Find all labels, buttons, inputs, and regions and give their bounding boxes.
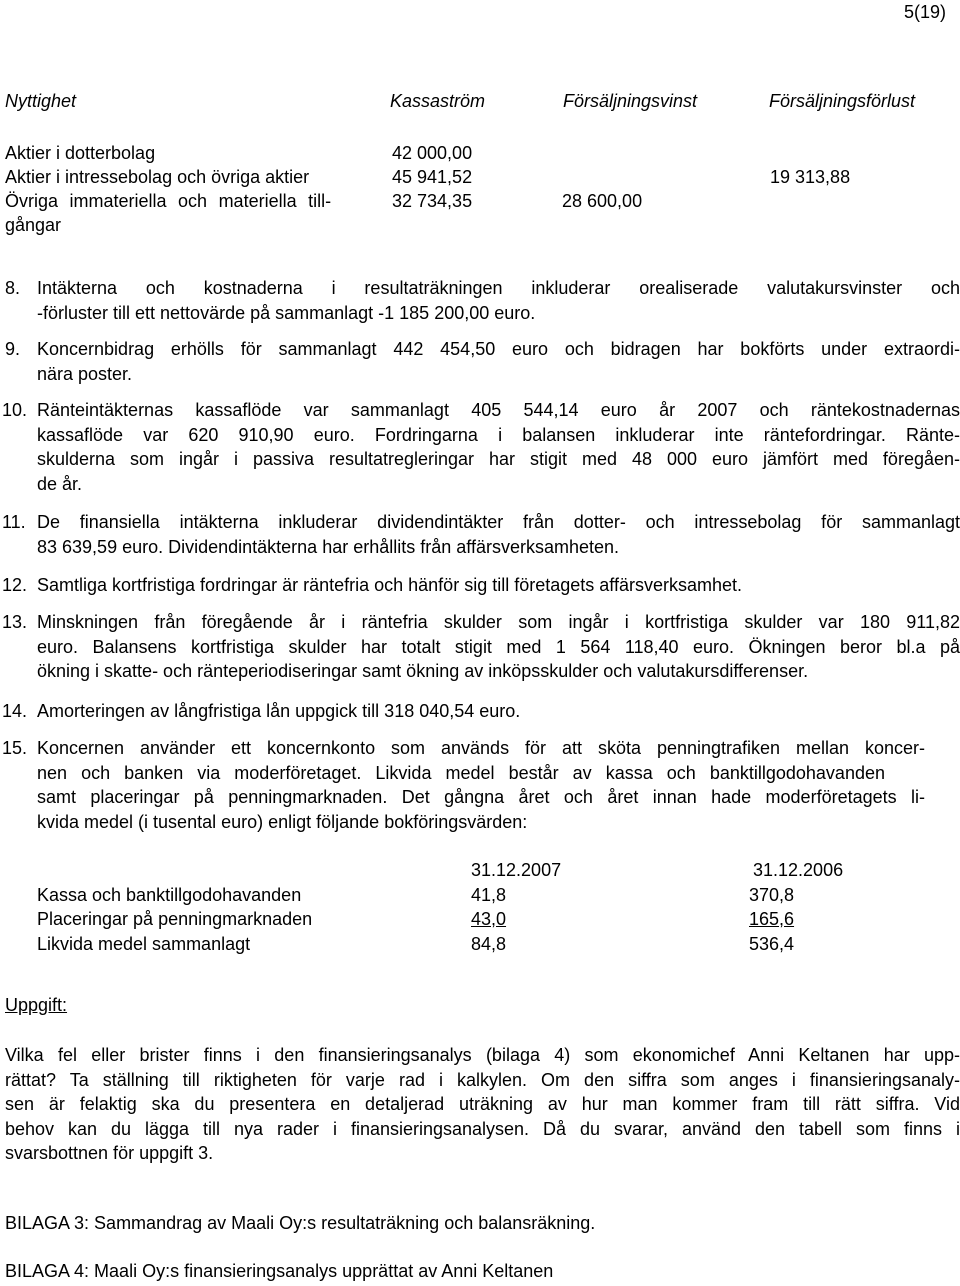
note-line: Amorteringen av långfristiga lån uppgick till 318 040,54 euro.	[37, 701, 521, 721]
table-header-gain: Försäljningsvinst	[563, 91, 698, 111]
cash-value: 45 941,52	[392, 167, 473, 187]
loss-value: 19 313,88	[770, 167, 851, 187]
note-line: samt placeringar på penningmarknaden. Det gångna året och året innan hade moderföretagets li-	[37, 787, 925, 807]
task-line: sen är felaktig ska du presentera en detaljerad uträkning av hur man kommer fram till rätt siffra. Vid	[5, 1094, 960, 1114]
table-header-cashflow: Kassaström	[390, 91, 486, 111]
note-line: nen och banken via moderföretaget. Likvida medel består av kassa och banktillgodohavanden	[37, 762, 885, 783]
gain-value: 28 600,00	[562, 191, 643, 211]
note-line: de år.	[37, 473, 83, 494]
table-row	[37, 932, 877, 957]
row-label: Kassa och banktillgodohavanden	[37, 884, 302, 905]
table-header-loss: Försäljningsförlust	[769, 91, 916, 111]
liquidity-table	[37, 858, 877, 956]
table-row	[5, 213, 945, 238]
note-line: ökning i skatte- och ränteperiodiseringar samt ökning av inköpsskulder och valutakursdifferenser.	[37, 661, 809, 681]
note-line: skulderna som ingår i passiva resultatregleringar har stigit med 48 000 euro jämfört med föregåen-	[37, 449, 960, 469]
value-2006: 536,4	[749, 933, 795, 954]
note-number: 12.	[2, 575, 28, 595]
task-line: svarsbottnen för uppgift 3.	[5, 1143, 214, 1163]
note-number: 9.	[5, 339, 21, 359]
value-2007: 84,8	[471, 933, 507, 954]
task-line: behov kan du lägga till nya rader i finansieringsanalysen. Då du svarar, använd den tabell som finns i	[5, 1118, 960, 1139]
cash-value: 42 000,00	[392, 143, 473, 163]
task-description	[5, 1043, 960, 1166]
note-line: Samtliga kortfristiga fordringar är räntefria och hänför sig till företagets affärsverksamhet.	[37, 575, 742, 595]
table-row	[37, 883, 877, 908]
row-label: Likvida medel sammanlagt	[37, 933, 251, 954]
note-8	[5, 276, 960, 325]
note-9	[5, 337, 960, 386]
note-11	[2, 510, 960, 559]
note-line: kvida medel (i tusental euro) enligt följande bokföringsvärden:	[37, 811, 528, 832]
note-line: Koncernbidrag erhölls för sammanlagt 442 454,50 euro och bidragen har bokförts under extraordi-	[37, 339, 960, 359]
note-line: Ränteintäkternas kassaflöde var sammanlagt 405 544,14 euro år 2007 och räntekostnadernas	[37, 400, 960, 420]
note-line: -förluster till ett nettovärde på sammanlagt -1 185 200,00 euro.	[37, 302, 536, 323]
attachment-4: BILAGA 4: Maali Oy:s finansieringsanalys upprättat av Anni Keltanen	[5, 1261, 554, 1281]
note-number: 11.	[2, 512, 26, 532]
note-number: 8.	[5, 278, 21, 298]
note-number: 13.	[2, 612, 28, 632]
note-line: kassaflöde var 620 910,90 euro. Fordringarna i balansen inkluderar inte räntefordringar. Ränte-	[37, 424, 960, 445]
note-line: De finansiella intäkterna inkluderar dividendintäkter från dotter- och intressebolag för sammanlagt	[37, 512, 960, 532]
task-line: Vilka fel eller brister finns i den finansieringsanalys (bilaga 4) som ekonomichef Anni Keltanen har upp-	[5, 1045, 960, 1065]
note-number: 10.	[2, 400, 28, 420]
note-line: Koncernen använder ett koncernkonto som används för att sköta penningtrafiken mellan koncer-	[37, 738, 925, 758]
page-number: 5(19)	[903, 2, 946, 22]
asset-label: Övriga immateriella och materiella till-	[5, 191, 332, 211]
column-header-2007: 31.12.2007	[471, 860, 562, 880]
note-number: 14.	[2, 701, 28, 721]
note-line: nära poster.	[37, 363, 133, 384]
row-label: Placeringar på penningmarknaden	[37, 909, 313, 929]
table-row	[5, 189, 945, 214]
task-line: rättat? Ta ställning till riktigheten för varje rad i kalkylen. Om den siffra som anges i finansieringsanaly-	[5, 1069, 960, 1090]
value-2006: 165,6	[749, 909, 795, 929]
note-line: euro. Balansens kortfristiga skulder har totalt stigit med 1 564 118,40 euro. Ökningen beror bl.a på	[37, 636, 960, 657]
liquidity-header-row	[37, 858, 877, 883]
note-line: Minskningen från föregående år i räntefria skulder som ingår i kortfristiga skulder var 180 911,82	[37, 612, 960, 632]
note-number: 15.	[2, 738, 28, 758]
note-14	[2, 699, 960, 724]
note-line: Intäkterna och kostnaderna i resultaträkningen inkluderar orealiserade valutakursvinster och	[37, 278, 960, 298]
table-row	[5, 141, 945, 166]
attachment-3: BILAGA 3: Sammandrag av Maali Oy:s resultaträkning och balansräkning.	[5, 1213, 596, 1233]
value-2006: 370,8	[749, 884, 795, 905]
value-2007: 43,0	[471, 909, 507, 929]
note-13	[2, 610, 960, 684]
note-12	[2, 573, 960, 598]
note-10	[2, 398, 960, 496]
value-2007: 41,8	[471, 884, 507, 905]
note-line: 83 639,59 euro. Dividendintäkterna har erhållits från affärsverksamheten.	[37, 536, 620, 557]
task-heading: Uppgift:	[5, 995, 68, 1015]
cash-value: 32 734,35	[392, 191, 473, 211]
table-header-asset: Nyttighet	[5, 91, 77, 111]
table-row	[5, 165, 945, 190]
table-row	[37, 907, 877, 932]
asset-label: Aktier i dotterbolag	[5, 143, 156, 163]
note-15	[2, 736, 925, 834]
asset-label: gångar	[5, 215, 62, 235]
column-header-2006: 31.12.2006	[753, 860, 844, 880]
asset-label: Aktier i intressebolag och övriga aktier	[5, 167, 310, 187]
